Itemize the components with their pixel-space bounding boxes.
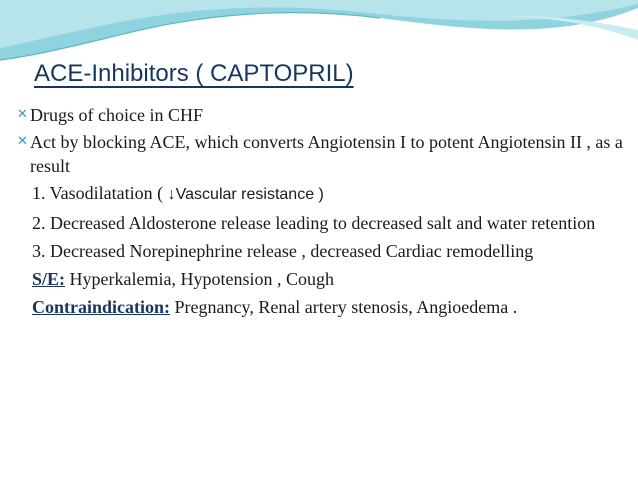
item-text: 2. Decreased Aldosterone release leading to decreased salt and water retention (32, 213, 596, 233)
contraindication-line (17, 295, 629, 319)
bullet-text: Act by blocking ACE, which converts Angiotensin I to potent Angiotensin II , as a result (30, 132, 623, 176)
bullet-item (17, 103, 629, 127)
x-mark-bullet-icon: ✕ (17, 107, 28, 122)
contraindication-label: Contraindication: (32, 297, 171, 317)
numbered-item (17, 239, 629, 263)
contraindication-text: Pregnancy, Renal artery stenosis, Angioedema . (170, 297, 518, 317)
numbered-item (17, 181, 629, 207)
numbered-item (17, 211, 629, 235)
slide-title: ACE-Inhibitors ( CAPTOPRIL) (34, 60, 354, 87)
bullet-item (17, 130, 629, 178)
x-mark-bullet-icon: ✕ (17, 134, 28, 149)
side-effects-label: S/E: (32, 269, 66, 289)
down-arrow-icon: ↓ (167, 186, 176, 203)
bullet-text: Drugs of choice in CHF (30, 105, 203, 125)
side-effects-line (17, 267, 629, 291)
slide-content (17, 103, 629, 323)
side-effects-text: Hyperkalemia, Hypotension , Cough (65, 269, 334, 289)
item-text: 3. Decreased Norepinephrine release , decreased Cardiac remodelling (32, 241, 534, 261)
item-text: Vascular resistance ) (175, 186, 324, 203)
item-text: 1. Vasodilatation ( (32, 183, 168, 203)
